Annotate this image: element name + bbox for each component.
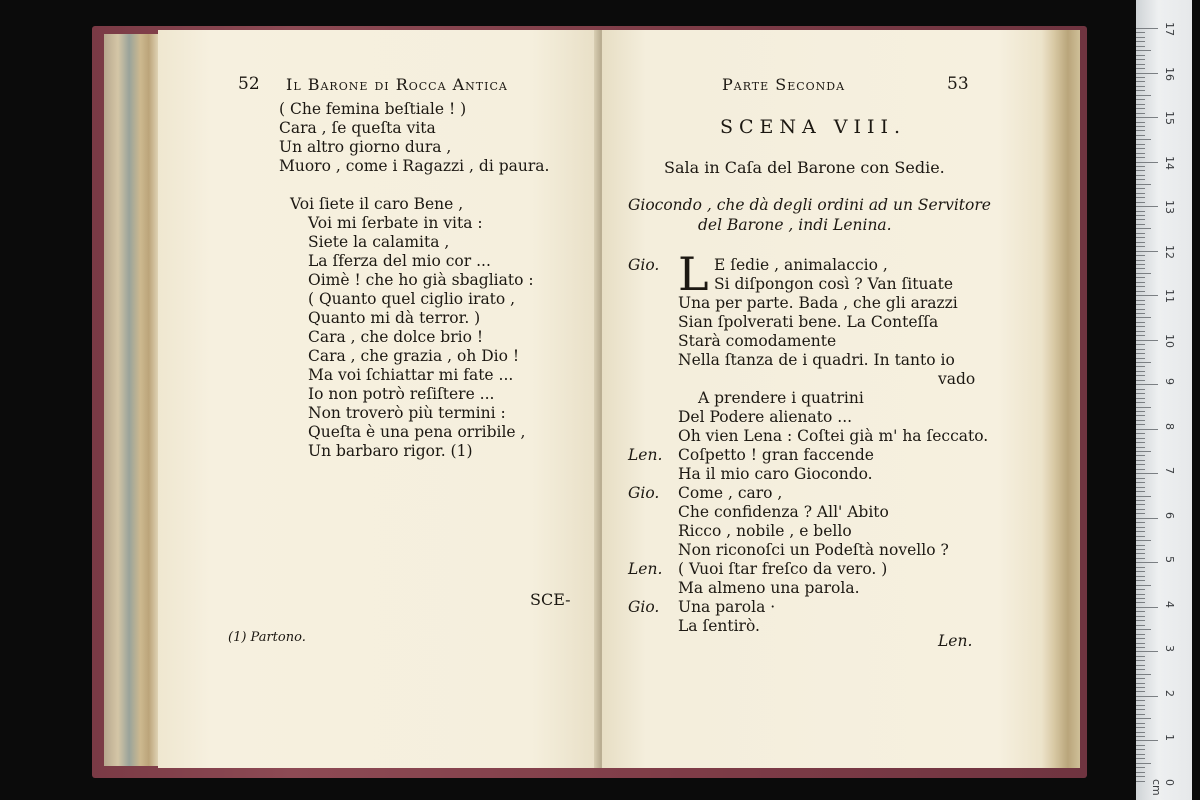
ruler-tick <box>1136 90 1145 91</box>
ruler-tick <box>1136 469 1145 470</box>
ruler-tick <box>1136 433 1145 434</box>
ruler-tick <box>1136 438 1145 439</box>
ruler-tick <box>1136 504 1145 505</box>
ruler-number: 9 <box>1163 378 1176 386</box>
ruler-tick <box>1136 754 1145 755</box>
ruler-tick <box>1136 602 1145 603</box>
aria-line: La ſferza del mio cor ... <box>308 252 491 270</box>
ruler-tick <box>1136 651 1158 652</box>
ruler-tick <box>1136 536 1145 537</box>
ruler-tick <box>1136 144 1145 145</box>
right-page <box>602 30 1042 768</box>
ruler-tick <box>1136 233 1145 234</box>
ruler-tick <box>1136 496 1151 497</box>
ruler-tick <box>1136 64 1145 65</box>
ruler-tick <box>1136 442 1145 443</box>
ruler-tick <box>1136 745 1145 746</box>
right-page-edges <box>1040 30 1080 768</box>
ruler-tick <box>1136 491 1145 492</box>
ruler-tick <box>1136 300 1145 301</box>
aria-line: Voi mi ſerbate in vita : <box>308 214 483 232</box>
ruler-tick <box>1136 170 1145 171</box>
ruler-tick <box>1136 674 1151 675</box>
right-running-head: Parte Seconda <box>722 75 846 94</box>
ruler-number: 16 <box>1163 66 1176 81</box>
ruler-tick <box>1136 781 1145 782</box>
ruler-tick <box>1136 598 1145 599</box>
ruler-tick <box>1136 375 1145 376</box>
verse-line: ( Che femina beſtiale ! ) <box>279 100 467 118</box>
ruler-number: 10 <box>1163 333 1176 348</box>
ruler-number: 5 <box>1163 556 1176 564</box>
speaker-label: Gio. <box>628 598 660 616</box>
speaker-label: Gio. <box>628 484 660 502</box>
ruler-tick <box>1136 286 1145 287</box>
ruler-tick <box>1136 611 1145 612</box>
ruler-tick <box>1136 246 1145 247</box>
ruler-tick <box>1136 522 1145 523</box>
left-page-edges <box>104 34 160 766</box>
ruler-tick <box>1136 772 1145 773</box>
footnote-text: (1) Partono. <box>228 630 306 645</box>
ruler-tick <box>1136 68 1145 69</box>
ruler-number: 1 <box>1163 734 1176 742</box>
ruler-tick <box>1136 500 1145 501</box>
verse-line: Muoro , come i Ragazzi , di paura. <box>279 157 550 175</box>
ruler-tick <box>1136 736 1145 737</box>
ruler-number: 17 <box>1163 22 1176 36</box>
ruler-tick <box>1136 358 1145 359</box>
ruler-tick <box>1136 549 1145 550</box>
ruler-tick <box>1136 371 1145 372</box>
ruler-number: 13 <box>1163 200 1176 215</box>
dialogue-line: Coſpetto ! gran faccende <box>678 446 874 464</box>
ruler-tick <box>1136 344 1145 345</box>
ruler-tick <box>1136 95 1151 96</box>
ruler-tick <box>1136 153 1145 154</box>
ruler-tick <box>1136 77 1145 78</box>
scene-setting: Sala in Caſa del Barone con Sedie. <box>664 158 945 177</box>
ruler-tick <box>1136 665 1145 666</box>
ruler-tick <box>1136 407 1151 408</box>
ruler-tick <box>1136 420 1145 421</box>
dialogue-line: A prendere i quatrini <box>698 389 864 407</box>
dialogue-line: Ha il mio caro Giocondo. <box>678 465 873 483</box>
ruler-tick <box>1136 732 1145 733</box>
ruler-tick <box>1136 393 1145 394</box>
left-page-number: 52 <box>238 74 260 94</box>
ruler-tick <box>1136 331 1145 332</box>
ruler-tick <box>1136 237 1145 238</box>
ruler-tick <box>1136 157 1145 158</box>
ruler-tick <box>1136 634 1145 635</box>
ruler-tick <box>1136 571 1145 572</box>
ruler-tick <box>1136 99 1145 100</box>
ruler-tick <box>1136 135 1145 136</box>
speaker-label: Len. <box>628 560 663 578</box>
ruler-tick <box>1136 184 1151 185</box>
dialogue-line: Ma almeno una parola. <box>678 579 860 597</box>
ruler-tick <box>1136 215 1145 216</box>
aria-line: Un barbaro rigor. (1) <box>308 442 473 460</box>
ruler-tick <box>1136 295 1158 296</box>
ruler-tick <box>1136 104 1145 105</box>
ruler-tick <box>1136 718 1151 719</box>
ruler-tick <box>1136 660 1145 661</box>
dialogue-line: Oh vien Lena : Coſtei già m' ha ſeccato. <box>678 427 989 445</box>
ruler-number: 4 <box>1163 600 1176 608</box>
ruler-tick <box>1136 460 1145 461</box>
ruler-tick <box>1136 545 1145 546</box>
dialogue-line: Del Podere alienato ... <box>678 408 853 426</box>
aria-line: Io non potrò reſiſtere ... <box>308 385 495 403</box>
ruler-number: 0 cm <box>1150 779 1176 796</box>
aria-line: Cara , che grazia , oh Dio ! <box>308 347 520 365</box>
ruler-tick <box>1136 304 1145 305</box>
ruler-tick <box>1136 197 1145 198</box>
ruler-tick <box>1136 349 1145 350</box>
characters-line: Giocondo , che dà degli ordini ad un Servitore <box>628 196 991 214</box>
ruler-number: 12 <box>1163 244 1176 259</box>
ruler-tick <box>1136 451 1151 452</box>
ruler-tick <box>1136 224 1145 225</box>
ruler-tick <box>1136 567 1145 568</box>
ruler-tick <box>1136 211 1145 212</box>
ruler-tick <box>1136 531 1145 532</box>
ruler-tick <box>1136 687 1145 688</box>
ruler-tick <box>1136 228 1151 229</box>
ruler-tick <box>1136 260 1145 261</box>
aria-line: ( Quanto quel ciglio irato , <box>308 290 516 308</box>
ruler-tick <box>1136 678 1145 679</box>
ruler-tick <box>1136 749 1145 750</box>
ruler-tick <box>1136 340 1158 341</box>
ruler-number: 6 <box>1163 511 1176 519</box>
ruler-tick <box>1136 776 1145 777</box>
ruler-tick <box>1136 113 1145 114</box>
dialogue-line: Che confidenza ? All' Abito <box>678 503 889 521</box>
ruler-tick <box>1136 380 1145 381</box>
ruler-tick <box>1136 669 1145 670</box>
ruler-tick <box>1136 55 1145 56</box>
ruler-tick <box>1136 700 1145 701</box>
dialogue-line: Si diſpongon così ? Van ſituate <box>714 275 954 293</box>
ruler-tick <box>1136 188 1145 189</box>
ruler-tick <box>1136 130 1145 131</box>
ruler-tick <box>1136 28 1158 29</box>
ruler-tick <box>1136 562 1158 563</box>
measuring-ruler <box>1136 0 1192 800</box>
ruler-tick <box>1136 447 1145 448</box>
ruler-tick <box>1136 86 1145 87</box>
aria-line: Quanto mi dà terror. ) <box>308 309 481 327</box>
ruler-tick <box>1136 643 1145 644</box>
ruler-tick <box>1136 219 1145 220</box>
ruler-tick <box>1136 709 1145 710</box>
verse-line: Cara , ſe queſta vita <box>279 119 436 137</box>
ruler-tick <box>1136 166 1145 167</box>
ruler-tick <box>1136 309 1145 310</box>
ruler-tick <box>1136 37 1145 38</box>
ruler-tick <box>1136 326 1145 327</box>
ruler-tick <box>1136 723 1145 724</box>
ruler-tick <box>1136 714 1145 715</box>
ruler-tick <box>1136 594 1145 595</box>
ruler-tick <box>1136 362 1151 363</box>
ruler-tick <box>1136 455 1145 456</box>
ruler-tick <box>1136 647 1145 648</box>
ruler-tick <box>1136 464 1145 465</box>
ruler-number: 3 <box>1163 645 1176 653</box>
ruler-tick <box>1136 108 1145 109</box>
aria-line: Queſta è una pena orribile , <box>308 423 526 441</box>
aria-line: Voi ſiete il caro Bene , <box>290 195 464 213</box>
verse-line: Un altro giorno dura , <box>279 138 452 156</box>
ruler-tick <box>1136 540 1151 541</box>
ruler-tick <box>1136 691 1145 692</box>
ruler-tick <box>1136 162 1158 163</box>
ruler-tick <box>1136 282 1145 283</box>
dialogue-line: Una parola · <box>678 598 776 616</box>
ruler-tick <box>1136 366 1145 367</box>
ruler-tick <box>1136 589 1145 590</box>
ruler-tick <box>1136 175 1145 176</box>
ruler-tick <box>1136 558 1145 559</box>
ruler-tick <box>1136 580 1145 581</box>
ruler-tick <box>1136 126 1145 127</box>
dialogue-line: Non riconoſci un Podeſtà novello ? <box>678 541 949 559</box>
ruler-tick <box>1136 482 1145 483</box>
ruler-tick <box>1136 429 1158 430</box>
ruler-tick <box>1136 763 1151 764</box>
right-page-number: 53 <box>947 74 969 94</box>
dialogue-line: ( Vuoi ſtar freſco da vero. ) <box>678 560 888 578</box>
ruler-tick <box>1136 251 1158 252</box>
ruler-number: 2 <box>1163 689 1176 697</box>
right-catchword: Len. <box>938 632 973 650</box>
ruler-tick <box>1136 585 1151 586</box>
dialogue-line: Come , caro , <box>678 484 783 502</box>
aria-line: Ma voi ſchiattar mi fate ... <box>308 366 514 384</box>
dialogue-line: Starà comodamente <box>678 332 837 350</box>
ruler-tick <box>1136 625 1145 626</box>
ruler-tick <box>1136 415 1145 416</box>
ruler-tick <box>1136 59 1145 60</box>
ruler-tick <box>1136 473 1158 474</box>
dialogue-line: Nella ſtanza de i quadri. In tanto io <box>678 351 955 369</box>
ruler-tick <box>1136 527 1145 528</box>
aria-line: Oimè ! che ho già sbagliato : <box>308 271 534 289</box>
ruler-tick <box>1136 424 1145 425</box>
ruler-tick <box>1136 398 1145 399</box>
ruler-tick <box>1136 607 1158 608</box>
speaker-label: Len. <box>628 446 663 464</box>
ruler-tick <box>1136 353 1145 354</box>
dialogue-line: Una per parte. Bada , che gli arazzi <box>678 294 958 312</box>
left-running-head: Il Barone di Rocca Antica <box>286 75 508 94</box>
ruler-tick <box>1136 273 1151 274</box>
ruler-tick <box>1136 242 1145 243</box>
ruler-tick <box>1136 117 1158 118</box>
ruler-tick <box>1136 518 1158 519</box>
ruler-tick <box>1136 620 1145 621</box>
ruler-tick <box>1136 411 1145 412</box>
ruler-tick <box>1136 313 1145 314</box>
ruler-tick <box>1136 50 1151 51</box>
ruler-tick <box>1136 740 1158 741</box>
ruler-tick <box>1136 46 1145 47</box>
ruler-tick <box>1136 683 1145 684</box>
ruler-tick <box>1136 317 1151 318</box>
ruler-tick <box>1136 629 1151 630</box>
ruler-tick <box>1136 513 1145 514</box>
aria-line: Cara , che dolce brio ! <box>308 328 484 346</box>
characters-line: del Barone , indi Lenina. <box>698 216 892 234</box>
speaker-label: Gio. <box>628 256 660 274</box>
ruler-tick <box>1136 193 1145 194</box>
ruler-tick <box>1136 268 1145 269</box>
ruler-number: 8 <box>1163 422 1176 430</box>
ruler-tick <box>1136 727 1145 728</box>
ruler-tick <box>1136 705 1145 706</box>
ruler-tick <box>1136 81 1145 82</box>
ruler-tick <box>1136 638 1145 639</box>
ruler-tick <box>1136 139 1151 140</box>
ruler-tick <box>1136 206 1158 207</box>
ruler-tick <box>1136 255 1145 256</box>
dialogue-line: La ſentirò. <box>678 617 760 635</box>
dialogue-line: Sian ſpolverati bene. La Conteſſa <box>678 313 939 331</box>
left-catchword: SCE- <box>530 590 571 609</box>
ruler-tick <box>1136 487 1145 488</box>
ruler-tick <box>1136 264 1145 265</box>
ruler-number: 15 <box>1163 111 1176 126</box>
scene-title: SCENA VIII. <box>720 116 907 138</box>
left-page <box>158 30 598 768</box>
ruler-tick <box>1136 758 1145 759</box>
ruler-tick <box>1136 389 1145 390</box>
ruler-number: 7 <box>1163 467 1176 475</box>
ruler-tick <box>1136 478 1145 479</box>
ruler-tick <box>1136 335 1145 336</box>
ruler-tick <box>1136 384 1158 385</box>
ruler-tick <box>1136 553 1145 554</box>
ruler-tick <box>1136 767 1145 768</box>
drop-cap: L <box>678 247 709 301</box>
dialogue-line: E ſedie , animalaccio , <box>714 256 888 274</box>
ruler-tick <box>1136 696 1158 697</box>
ruler-tick <box>1136 148 1145 149</box>
ruler-tick <box>1136 73 1158 74</box>
ruler-number: 14 <box>1163 155 1176 170</box>
ruler-tick <box>1136 322 1145 323</box>
ruler-tick <box>1136 656 1145 657</box>
ruler-tick <box>1136 616 1145 617</box>
ruler-tick <box>1136 202 1145 203</box>
ruler-tick <box>1136 277 1145 278</box>
ruler-tick <box>1136 576 1145 577</box>
dialogue-line: Ricco , nobile , e bello <box>678 522 852 540</box>
ruler-tick <box>1136 122 1145 123</box>
ruler-tick <box>1136 291 1145 292</box>
dialogue-line: vado <box>938 370 976 388</box>
footnote <box>228 628 306 647</box>
ruler-tick <box>1136 41 1145 42</box>
ruler-number: 11 <box>1163 289 1176 304</box>
ruler-tick <box>1136 179 1145 180</box>
aria-line: Non troverò più termini : <box>308 404 506 422</box>
ruler-tick <box>1136 32 1145 33</box>
aria-line: Siete la calamita , <box>308 233 450 251</box>
ruler-tick <box>1136 509 1145 510</box>
ruler-tick <box>1136 402 1145 403</box>
